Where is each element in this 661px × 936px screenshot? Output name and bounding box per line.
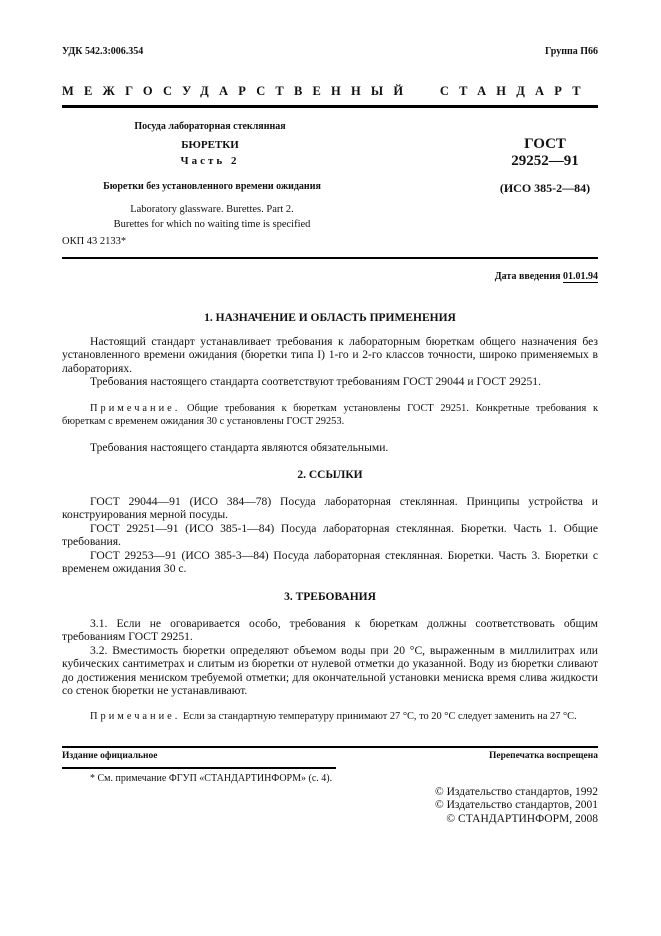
header-rule	[62, 257, 598, 259]
english-title-2: Burettes for which no waiting time is specified	[113, 219, 311, 230]
intro-date	[495, 271, 598, 282]
section-2-heading: 2. ССЫЛКИ	[297, 469, 363, 481]
gost-number: 29252—91	[511, 153, 579, 169]
copyrights	[435, 786, 598, 826]
footnote: * См. примечание ФГУП «СТАНДАРТИНФОРМ» (с. 4).	[90, 773, 333, 784]
intro-date-value: 01.01.94	[563, 271, 598, 282]
official-edition: Издание официальное	[62, 751, 158, 761]
copyright-line: © СТАНДАРТИНФОРМ, 2008	[446, 812, 598, 825]
category: Посуда лабораторная стеклянная	[134, 121, 286, 132]
note-label: Примечание.	[90, 711, 181, 722]
doc-subtitle: Бюретки без установленного времени ожидания	[103, 181, 321, 192]
note-label: Примечание.	[90, 403, 181, 414]
footnote-rule	[62, 767, 336, 769]
note-text: Если за стандартную температуру принимают 27 °С, то 20 °С следует заменить на 27 °С.	[180, 711, 577, 722]
iso-number: (ИСО 385-2—84)	[499, 181, 591, 195]
english-title-1: Laboratory glassware. Burettes. Part 2.	[130, 204, 294, 215]
footer-rule	[62, 746, 598, 748]
paragraph: Требования настоящего стандарта являются обязательными.	[90, 441, 389, 454]
section-1-note	[62, 402, 598, 428]
section-2-body	[62, 495, 598, 575]
section-1-body	[62, 335, 598, 389]
copyright-line: © Издательство стандартов, 1992	[434, 786, 598, 798]
group-code: Группа П66	[545, 46, 598, 57]
section-3-note	[62, 710, 598, 723]
reference-item: ГОСТ 29253—91 (ИСО 385-3—84) Посуда лабораторная стеклянная. Бюретки. Часть 3. Бюретки с временем ожидания 30 с.	[62, 548, 598, 576]
note-text: Общие требования к бюреткам установлены ГОСТ 29251. Конкретные требования к бюреткам с временем ожидания 30 с установлены ГОСТ 29253.	[62, 403, 598, 427]
gost-label: ГОСТ	[524, 136, 566, 152]
top-rule	[62, 105, 598, 108]
paragraph: Требования настоящего стандарта соответствуют требованиям ГОСТ 29044 и ГОСТ 29251.	[90, 375, 542, 389]
doc-name: БЮРЕТКИ	[181, 139, 239, 151]
reference-item: ГОСТ 29251—91 (ИСО 385-1—84) Посуда лабораторная стеклянная. Бюретки. Часть 1. Общие требования.	[62, 521, 598, 549]
reprint-notice: Перепечатка воспрещена	[488, 751, 598, 761]
section-1-closing	[62, 441, 598, 454]
section-1-heading: 1. НАЗНАЧЕНИЕ И ОБЛАСТЬ ПРИМЕНЕНИЯ	[204, 312, 456, 324]
paragraph: Настоящий стандарт устанавливает требования к лабораторным бюреткам общего назначения без установленного времени ожидания (бюретки типа I) 1-го и 2-го классов точности, широко применяемых в лабораториях.	[62, 335, 598, 375]
copyright-line: © Издательство стандартов, 2001	[434, 799, 598, 812]
doc-part: Часть 2	[180, 155, 240, 167]
section-3-heading: 3. ТРЕБОВАНИЯ	[284, 591, 376, 603]
reference-item: ГОСТ 29044—91 (ИСО 384—78) Посуда лабораторная стеклянная. Принципы устройства и конструирования мерной посуды.	[62, 495, 598, 522]
banner: МЕЖГОСУДАРСТВЕННЫЙ СТАНДАРТ	[62, 84, 591, 98]
section-3-body	[62, 617, 598, 697]
okp-code: ОКП 43 2133*	[62, 236, 127, 247]
udk-code: УДК 542.3:006.354	[62, 46, 144, 57]
intro-date-label: Дата введения	[494, 271, 561, 282]
paragraph: 3.2. Вместимость бюретки определяют объемом воды при 20 °С, выраженным в миллилитрах или кубических сантиметрах и слитым из бюретки от нулевой отметки до указанной. Воду из бюретки сливают до достижения мениском требуемой отметки; для окончательной установки мениска время слива жидкости со стенок бюретки не устанавливают.	[62, 643, 598, 698]
paragraph: 3.1. Если не оговаривается особо, требования к бюреткам должны соответствовать общим требованиям ГОСТ 29251.	[62, 617, 598, 644]
